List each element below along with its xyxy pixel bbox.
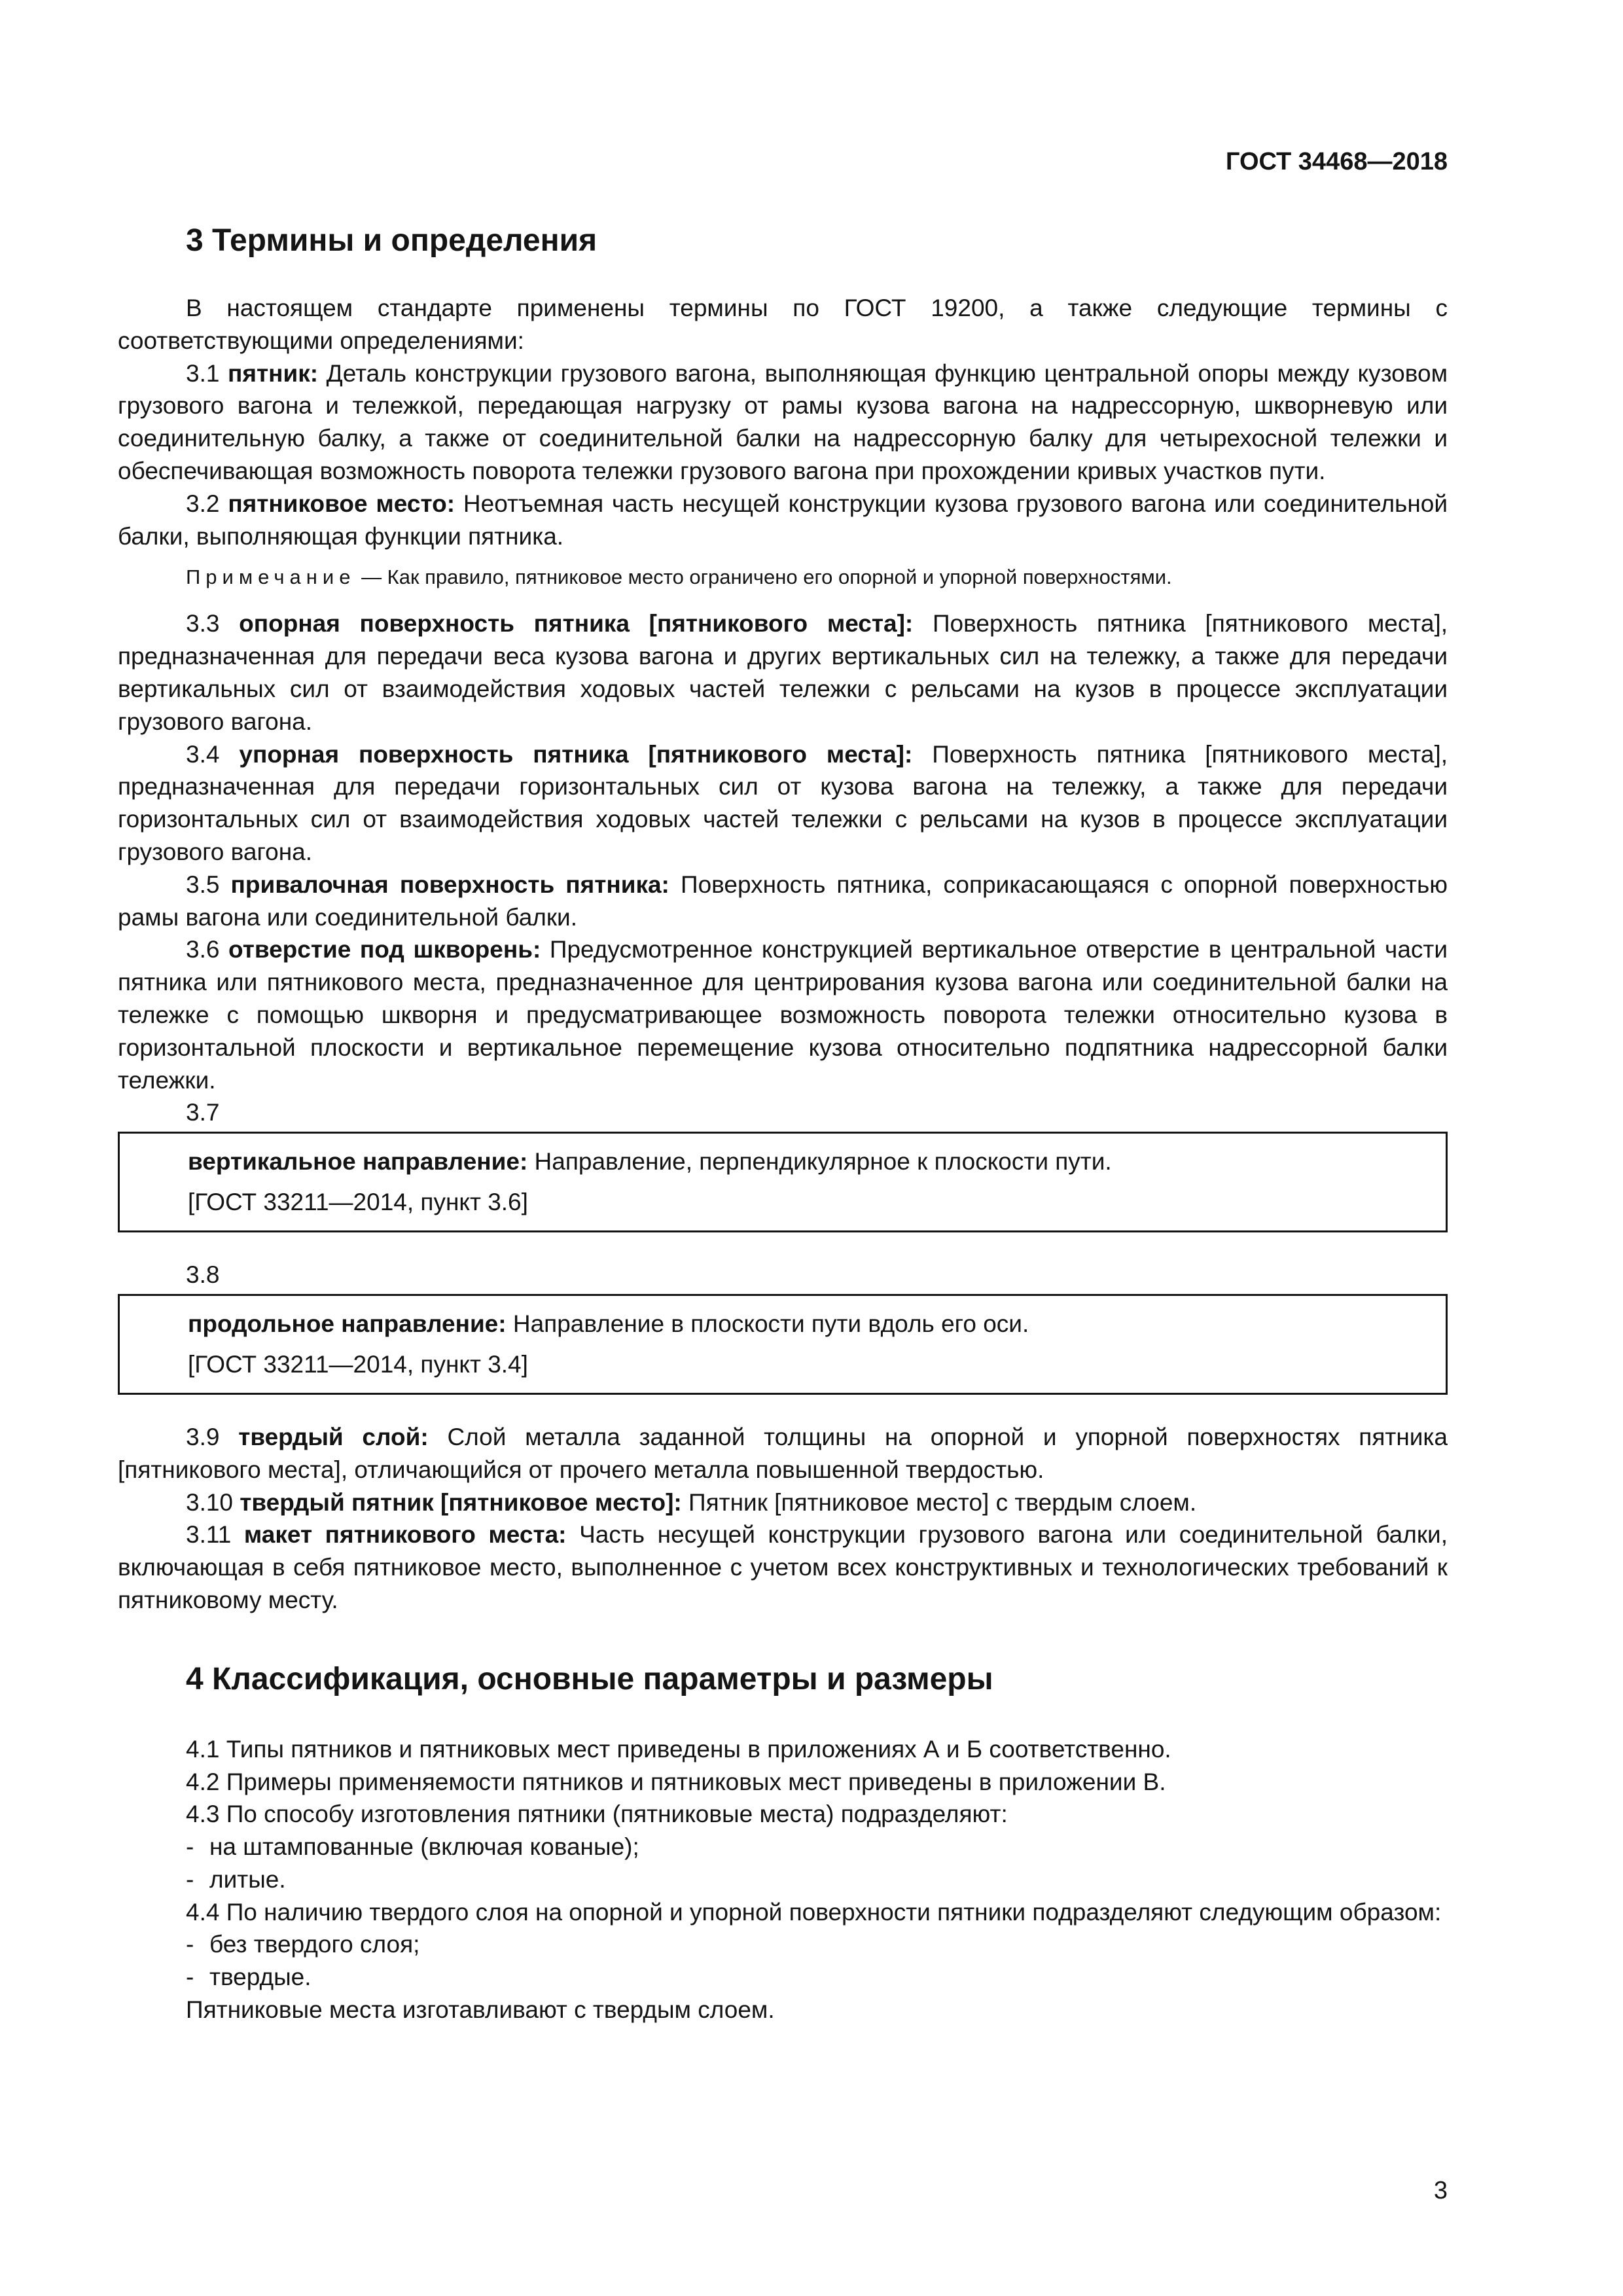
term-3-1-name: пятник: bbox=[228, 359, 319, 387]
section-3-title: 3 Термины и определения bbox=[186, 223, 597, 258]
term-3-8-number: 3.8 bbox=[186, 1261, 220, 1289]
clause-4-3: 4.3 По способу изготовления пятники (пятниковые места) подразделяют: bbox=[186, 1801, 1008, 1828]
term-3-7-name: вертикальное направление: bbox=[188, 1148, 528, 1175]
term-3-5-name: привалочная поверхность пятника: bbox=[230, 870, 669, 898]
term-3-11-name: макет пятникового места: bbox=[243, 1521, 567, 1549]
term-3-2-name: пятниковое место: bbox=[228, 490, 455, 517]
list-item: - литые. bbox=[186, 1865, 286, 1893]
term-3-4-name: упорная поверхность пятника [пятникового места]: bbox=[239, 740, 913, 768]
clause-4-1: 4.1 Типы пятников и пятниковых мест приведены в приложениях А и Б соответственно. bbox=[186, 1735, 1171, 1763]
page-content bbox=[118, 221, 1448, 2026]
term-3-10-name: твердый пятник [пятниковое место]: bbox=[240, 1488, 682, 1516]
list-item: - без твердого слоя; bbox=[186, 1931, 420, 1958]
clause-4-2: 4.2 Примеры применяемости пятников и пятниковых мест приведены в приложении В. bbox=[186, 1768, 1166, 1795]
page-number: 3 bbox=[1433, 2177, 1448, 2204]
term-3-7: вертикальное направление: Направление, перпендикулярное к плоскости пути. bbox=[188, 1148, 1112, 1175]
term-3-3-name: опорная поверхность пятника [пятникового места]: bbox=[239, 610, 914, 637]
list-item: - на штампованные (включая кованые); bbox=[186, 1833, 639, 1861]
term-3-8-box bbox=[118, 1294, 1448, 1395]
term-3-10: 3.10 твердый пятник [пятниковое место]: Пятник [пятниковое место] с твердым слоем. bbox=[186, 1488, 1197, 1516]
clause-4-4: 4.4 По наличию твердого слоя на опорной и упорной поверхности пятники подразделяют следующим образом: bbox=[186, 1898, 1442, 1926]
note-label: Примечание bbox=[186, 565, 356, 589]
term-3-11: 3.11 макет пятникового места: Часть несущей конструкции грузового вагона или соединительной балки, включающая в себя пятниковое место, выполненное с учетом всех конструктивных и технологических требований к пятниковому месту. bbox=[118, 1521, 1448, 1613]
section-3-intro: В настоящем стандарте применены термины по ГОСТ 19200, а также следующие термины с соответствующими определениями: bbox=[118, 295, 1448, 354]
note: Примечание — Как правило, пятниковое место ограничено его опорной и упорной поверхностями. bbox=[186, 565, 1172, 589]
term-3-7-number: 3.7 bbox=[186, 1099, 220, 1126]
term-3-8-name: продольное направление: bbox=[188, 1310, 507, 1337]
term-3-5: 3.5 привалочная поверхность пятника: Поверхность пятника, соприкасающаяся с опорной поверхностью рамы вагона или соединительной балки. bbox=[118, 870, 1448, 931]
term-3-9: 3.9 твердый слой: Слой металла заданной толщины на опорной и упорной поверхностях пятника [пятникового места], отличающийся от прочего металла повышенной твердостью. bbox=[118, 1423, 1448, 1483]
term-3-3: 3.3 опорная поверхность пятника [пятникового места]: Поверхность пятника [пятникового места], предназначенная для передачи веса кузова вагона и других вертикальных сил на тележку, а также для передачи вертикальных сил от взаимодействия ходовых частей тележки с рельсами на кузов в процессе эксплуатации грузового вагона. bbox=[118, 610, 1448, 735]
term-3-7-box bbox=[118, 1132, 1448, 1232]
term-3-6-name: отверстие под шкворень: bbox=[228, 936, 541, 963]
section-4-title: 4 Классификация, основные параметры и размеры bbox=[186, 1661, 993, 1696]
term-3-9-name: твердый слой: bbox=[238, 1423, 429, 1450]
term-3-4: 3.4 упорная поверхность пятника [пятникового места]: Поверхность пятника [пятникового места], предназначенная для передачи горизонтальных сил от кузова вагона на тележку, а также для передачи горизонтальных сил от взаимодействия ходовых частей тележки с рельсами на кузов в процессе эксплуатации грузового вагона. bbox=[118, 740, 1448, 865]
term-3-7-ref: [ГОСТ 33211—2014, пункт 3.6] bbox=[188, 1189, 528, 1216]
term-3-2: 3.2 пятниковое место: Неотъемная часть несущей конструкции кузова грузового вагона или соединительной балки, выполняющая функции пятника. bbox=[118, 490, 1448, 550]
list-item: - твердые. bbox=[186, 1964, 312, 1991]
term-3-1: 3.1 пятник: Деталь конструкции грузового вагона, выполняющая функцию центральной опоры между кузовом грузового вагона и тележкой, передающая нагрузку от рамы кузова вагона на надрессорную, шкворневую или соединительную балку, а также от соединительной балки на надрессорную балку для четырехосной тележки и обеспечивающая возможность поворота тележки грузового вагона при прохождении кривых участков пути. bbox=[118, 359, 1448, 484]
term-3-6: 3.6 отверстие под шкворень: Предусмотренное конструкцией вертикальное отверстие в центральной части пятника или пятникового места, предназначенное для центрирования кузова вагона или соединительной балки на тележке с помощью шкворня и предусматривающее возможность поворота тележки относительно кузова в горизонтальной плоскости и вертикальное перемещение кузова относительно подпятника надрессорной балки тележки. bbox=[118, 936, 1448, 1094]
term-3-8-ref: [ГОСТ 33211—2014, пункт 3.4] bbox=[188, 1350, 528, 1378]
term-3-8: продольное направление: Направление в плоскости пути вдоль его оси. bbox=[188, 1310, 1029, 1337]
closing-statement: Пятниковые места изготавливают с твердым слоем. bbox=[186, 1996, 775, 2024]
standard-designation: ГОСТ 34468—2018 bbox=[1225, 148, 1448, 175]
